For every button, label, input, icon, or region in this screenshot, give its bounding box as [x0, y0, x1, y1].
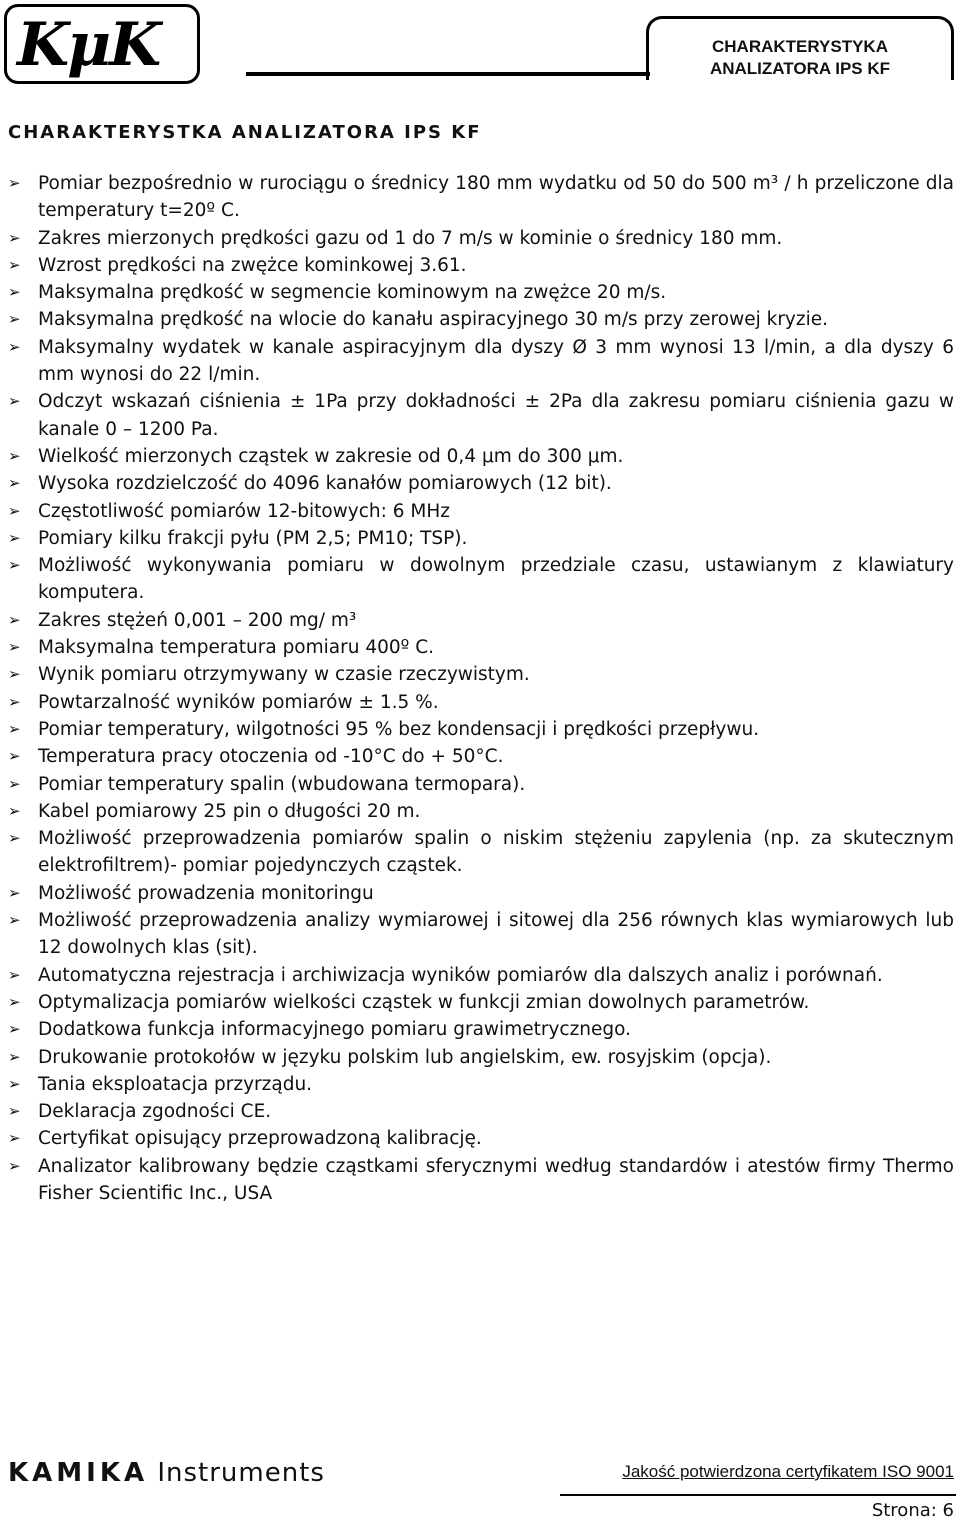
arrowhead-bullet-icon: ➢	[8, 692, 21, 711]
arrowhead-bullet-icon: ➢	[8, 965, 21, 984]
feature-item	[8, 989, 954, 1016]
feature-text: Pomiar temperatury, wilgotności 95 % bez kondensacji i prędkości przepływu.	[38, 718, 760, 740]
feature-text: Dodatkowa funkcja informacyjnego pomiaru grawimetrycznego.	[38, 1019, 632, 1041]
arrowhead-bullet-icon: ➢	[8, 283, 21, 302]
feature-text: Automatyczna rejestracja i archiwizacja wyników pomiarów dla dalszych analiz i porównań.	[38, 964, 883, 986]
arrowhead-bullet-icon: ➢	[8, 310, 21, 329]
feature-item	[8, 771, 954, 798]
arrowhead-bullet-icon: ➢	[8, 556, 21, 575]
arrowhead-bullet-icon: ➢	[8, 610, 21, 629]
arrowhead-bullet-icon: ➢	[8, 719, 21, 738]
feature-item	[8, 798, 954, 825]
feature-text: Wysoka rozdzielczość do 4096 kanałów pomiarowych (12 bit).	[38, 473, 612, 495]
feature-item	[8, 525, 954, 552]
arrowhead-bullet-icon: ➢	[8, 1129, 21, 1148]
feature-text: Odczyt wskazań ciśnienia ± 1Pa przy dokładności ± 2Pa dla zakresu pomiaru ciśnienia gazu w kanale 0 – 1200 Pa.	[38, 391, 954, 440]
feature-text: Maksymalna prędkość na wlocie do kanału aspiracyjnego 30 m/s przy zerowej kryzie.	[38, 309, 828, 331]
arrowhead-bullet-icon: ➢	[8, 774, 21, 793]
feature-text: Certyfikat opisujący przeprowadzoną kalibrację.	[38, 1128, 482, 1150]
feature-item	[8, 279, 954, 306]
feature-item	[8, 1016, 954, 1043]
header-tab-line2: ANALIZATORA IPS KF	[709, 59, 891, 78]
feature-item	[8, 825, 954, 880]
arrowhead-bullet-icon: ➢	[8, 911, 21, 930]
feature-item	[8, 743, 954, 770]
arrowhead-bullet-icon: ➢	[8, 1074, 21, 1093]
feature-text: Pomiary kilku frakcji pyłu (PM 2,5; PM10; TSP).	[38, 527, 468, 549]
feature-text: Zakres mierzonych prędkości gazu od 1 do 7 m/s w kominie o średnicy 180 mm.	[38, 227, 783, 249]
feature-list	[8, 170, 954, 1207]
footer-brand-rest: Instruments	[148, 1458, 325, 1488]
arrowhead-bullet-icon: ➢	[8, 1020, 21, 1039]
arrowhead-bullet-icon: ➢	[8, 501, 21, 520]
feature-text: Pomiar temperatury spalin (wbudowana termopara).	[38, 773, 526, 795]
footer-rule	[560, 1494, 956, 1496]
logo-text: KμK	[17, 10, 160, 80]
footer-brand-bold: KAMIKA	[8, 1458, 149, 1488]
feature-item	[8, 716, 954, 743]
feature-text: Wzrost prędkości na zwężce kominkowej 3.61.	[38, 254, 467, 276]
arrowhead-bullet-icon: ➢	[8, 992, 21, 1011]
header-rule	[246, 72, 650, 76]
arrowhead-bullet-icon: ➢	[8, 174, 21, 192]
arrowhead-bullet-icon: ➢	[8, 392, 21, 411]
feature-text: Drukowanie protokołów w języku polskim lub angielskim, ew. rosyjskim (opcja).	[38, 1046, 772, 1068]
feature-item	[8, 607, 954, 634]
feature-text: Możliwość wykonywania pomiaru w dowolnym przedziale czasu, ustawianym z klawiatury komputera.	[38, 555, 954, 604]
feature-text: Możliwość prowadzenia monitoringu	[38, 882, 374, 904]
feature-item	[8, 552, 954, 607]
feature-text: Optymalizacja pomiarów wielkości cząstek w funkcji zmian dowolnych parametrów.	[38, 991, 810, 1013]
header-tab-line1: CHARAKTERYSTYKA	[712, 37, 888, 56]
feature-item	[8, 498, 954, 525]
feature-text: Pomiar bezpośrednio w rurociągu o średnicy 180 mm wydatku od 50 do 500 m³ / h przeliczone dla temperatury t=20º C.	[38, 173, 954, 222]
arrowhead-bullet-icon: ➢	[8, 829, 21, 848]
document-title: CHARAKTERYSTKA ANALIZATORA IPS KF	[8, 122, 482, 143]
company-logo	[4, 4, 200, 84]
feature-text: Częstotliwość pomiarów 12-bitowych: 6 MHz	[38, 500, 450, 522]
feature-text: Temperatura pracy otoczenia od -10°C do + 50°C.	[38, 746, 504, 768]
arrowhead-bullet-icon: ➢	[8, 1047, 21, 1066]
feature-text: Wynik pomiaru otrzymywany w czasie rzeczywistym.	[38, 664, 530, 686]
arrowhead-bullet-icon: ➢	[8, 446, 21, 465]
feature-item	[8, 252, 954, 279]
feature-text: Wielkość mierzonych cząstek w zakresie od 0,4 μm do 300 μm.	[38, 445, 624, 467]
feature-text: Możliwość przeprowadzenia pomiarów spalin o niskim stężeniu zapylenia (np. za skutecznym elektrofiltrem)- pomiar pojedynczych cząstek.	[38, 828, 954, 877]
feature-item	[8, 225, 954, 252]
feature-item	[8, 1125, 954, 1152]
arrowhead-bullet-icon: ➢	[8, 1156, 21, 1175]
arrowhead-bullet-icon: ➢	[8, 1102, 21, 1121]
feature-item	[8, 1098, 954, 1125]
arrowhead-bullet-icon: ➢	[8, 474, 21, 493]
feature-item	[8, 661, 954, 688]
feature-text: Maksymalny wydatek w kanale aspiracyjnym dla dyszy Ø 3 mm wynosi 13 l/min, a dla dyszy 6 mm wynosi do 22 l/min.	[38, 336, 954, 386]
feature-item	[8, 962, 954, 989]
feature-item	[8, 470, 954, 497]
feature-item	[8, 689, 954, 716]
feature-item	[8, 306, 954, 333]
feature-item	[8, 880, 954, 907]
feature-item	[8, 334, 954, 389]
feature-item	[8, 1044, 954, 1071]
feature-item	[8, 170, 954, 225]
feature-text: Powtarzalność wyników pomiarów ± 1.5 %.	[38, 691, 439, 713]
feature-text: Deklaracja zgodności CE.	[38, 1101, 272, 1123]
feature-item	[8, 907, 954, 962]
arrowhead-bullet-icon: ➢	[8, 255, 21, 274]
page-number: Strona: 6	[871, 1500, 954, 1521]
arrowhead-bullet-icon: ➢	[8, 665, 21, 684]
feature-text: Kabel pomiarowy 25 pin o długości 20 m.	[38, 800, 421, 822]
arrowhead-bullet-icon: ➢	[8, 528, 21, 547]
feature-text: Możliwość przeprowadzenia analizy wymiarowej i sitowej dla 256 równych klas wymiarowych lub 12 dowolnych klas (sit).	[38, 910, 954, 959]
arrowhead-bullet-icon: ➢	[8, 337, 21, 356]
footer-quality-note: Jakość potwierdzona certyfikatem ISO 9001	[622, 1462, 954, 1481]
feature-text: Zakres stężeń 0,001 – 200 mg/ m³	[38, 609, 357, 631]
feature-item	[8, 388, 954, 443]
arrowhead-bullet-icon: ➢	[8, 883, 21, 902]
arrowhead-bullet-icon: ➢	[8, 228, 21, 247]
arrowhead-bullet-icon: ➢	[8, 747, 21, 766]
feature-text: Maksymalna temperatura pomiaru 400º C.	[38, 637, 435, 659]
arrowhead-bullet-icon: ➢	[8, 638, 21, 657]
feature-text: Tania eksploatacja przyrządu.	[38, 1073, 313, 1095]
feature-item	[8, 634, 954, 661]
feature-text: Maksymalna prędkość w segmencie kominowym na zwężce 20 m/s.	[38, 282, 667, 304]
header-tab	[646, 16, 954, 80]
feature-text: Analizator kalibrowany będzie cząstkami sferycznymi według standardów i atestów firmy Thermo Fisher Scientific Inc., USA	[38, 1155, 954, 1204]
feature-item	[8, 1071, 954, 1098]
arrowhead-bullet-icon: ➢	[8, 801, 21, 820]
feature-item	[8, 1153, 954, 1208]
feature-item	[8, 443, 954, 470]
footer-brand	[8, 1458, 325, 1488]
